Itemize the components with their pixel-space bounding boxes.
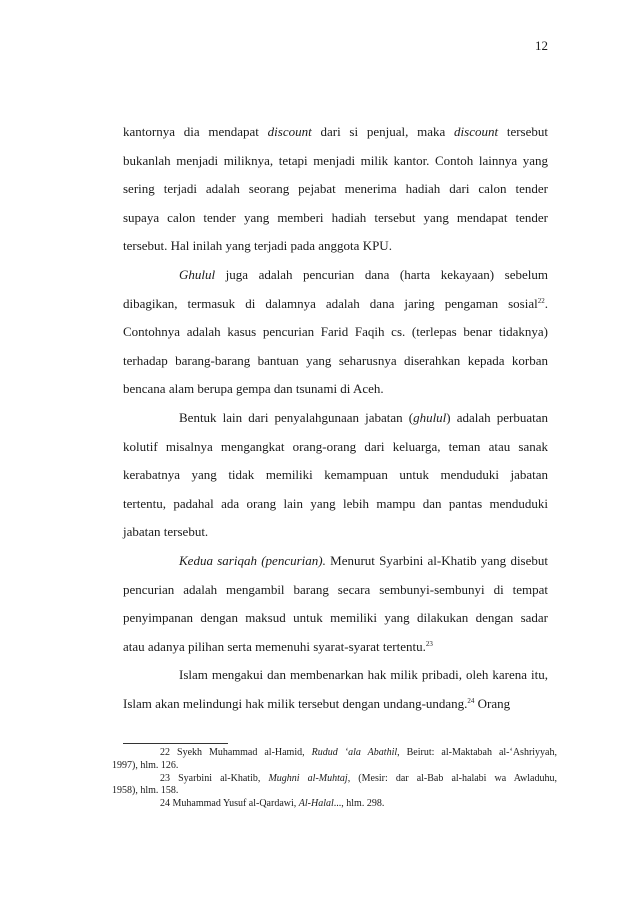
- italic-term: Al-Halal: [298, 798, 334, 810]
- footnote: [112, 773, 557, 799]
- text-line: kerabatnya yang tidak memiliki kemampuan untuk menduduki jabatan: [123, 467, 548, 483]
- footnote-line: 23 Syarbini al-Khatib, Mughni al-Muhtaj, (Mesir: dar al-Bab al-halabi wa Awladuhu,: [160, 772, 557, 784]
- italic-term: Kedua sariqah (pencurian).: [179, 552, 326, 568]
- footnote-reference: 23: [425, 639, 433, 648]
- footnote: [112, 747, 557, 773]
- text-line: atau adanya pilihan serta memenuhi syarat-syarat tertentu.$^{23}$: [123, 638, 433, 654]
- text-line: kantornya dia mendapat discount dari si penjual, maka discount tersebut: [123, 124, 548, 139]
- paragraph: [123, 404, 548, 547]
- footnote-line: 24 Muhammad Yusuf al-Qardawi, Al-Halal..., hlm. 298.: [160, 798, 385, 810]
- text-line: terhadap barang-barang bantuan yang seharusnya diserahkan kepada korban: [123, 352, 548, 368]
- page-number: 12: [535, 38, 548, 53]
- text-line: tersebut. Hal inilah yang terjadi pada anggota KPU.: [123, 238, 392, 254]
- italic-term: ghulul: [413, 409, 447, 425]
- footnote-line: 1958), hlm. 158.: [112, 785, 179, 797]
- text-line: penyimpanan dengan maksud untuk memiliki yang dilakukan dengan sadar: [123, 610, 548, 626]
- italic-term: discount: [267, 124, 312, 139]
- text-line: tertentu, padahal ada orang lain yang lebih mampu dan pantas menduduki: [123, 495, 548, 511]
- footnote-reference: 22: [537, 296, 545, 305]
- italic-term: Mughni al-Muhtaj: [268, 772, 348, 784]
- text-line: Ghulul juga adalah pencurian dana (harta kekayaan) sebelum: [179, 266, 548, 282]
- paragraph: [123, 661, 548, 718]
- footnote-line: 1997), hlm. 126.: [112, 759, 179, 771]
- italic-term: Rudud ‘ala Abathil: [311, 747, 398, 758]
- text-line: dibagikan, termasuk di dalamnya adalah dana jaring pengaman sosial$^{22}$.: [123, 295, 548, 311]
- paragraph: [123, 118, 548, 261]
- text-line: supaya calon tender yang memberi hadiah tersebut yang mendapat tender: [123, 209, 548, 225]
- footnote: [112, 798, 557, 811]
- italic-term: discount: [454, 124, 499, 139]
- footnote-reference: 24: [467, 696, 475, 705]
- text-line: Islam mengakui dan membenarkan hak milik pribadi, oleh karena itu,: [179, 667, 548, 683]
- body-text: [123, 118, 548, 718]
- footnote-separator: [123, 743, 228, 744]
- paragraph: [123, 547, 548, 661]
- text-line: Bentuk lain dari penyalahgunaan jabatan (ghulul) adalah perbuatan: [179, 409, 548, 425]
- footnote-line: 22 Syekh Muhammad al-Hamid, Rudud ‘ala Abathil, Beirut: al-Maktabah al-‘Ashriyyah,: [160, 747, 557, 758]
- text-line: Contohnya adalah kasus pencurian Farid Faqih cs. (terlepas benar tidaknya): [123, 324, 548, 340]
- footnotes: [112, 747, 557, 811]
- text-line: jabatan tersebut.: [123, 524, 209, 540]
- paragraph: [123, 261, 548, 404]
- text-line: kolutif misalnya mengangkat orang-orang dari keluarga, teman atau sanak: [123, 438, 548, 454]
- text-line: pencurian adalah mengambil barang secara sembunyi-sembunyi di tempat: [123, 581, 548, 597]
- italic-term: Ghulul: [179, 266, 216, 282]
- text-line: sering terjadi adalah seorang pejabat menerima hadiah dari calon tender: [123, 181, 548, 197]
- text-line: Kedua sariqah (pencurian). Menurut Syarbini al-Khatib yang disebut: [179, 552, 548, 568]
- text-line: Islam akan melindungi hak milik tersebut dengan undang-undang.$^{24}$ Orang: [123, 695, 511, 711]
- text-line: bencana alam berupa gempa dan tsunami di Aceh.: [123, 381, 384, 397]
- text-line: bukanlah menjadi miliknya, tetapi menjadi milik kantor. Contoh lainnya yang: [123, 152, 548, 168]
